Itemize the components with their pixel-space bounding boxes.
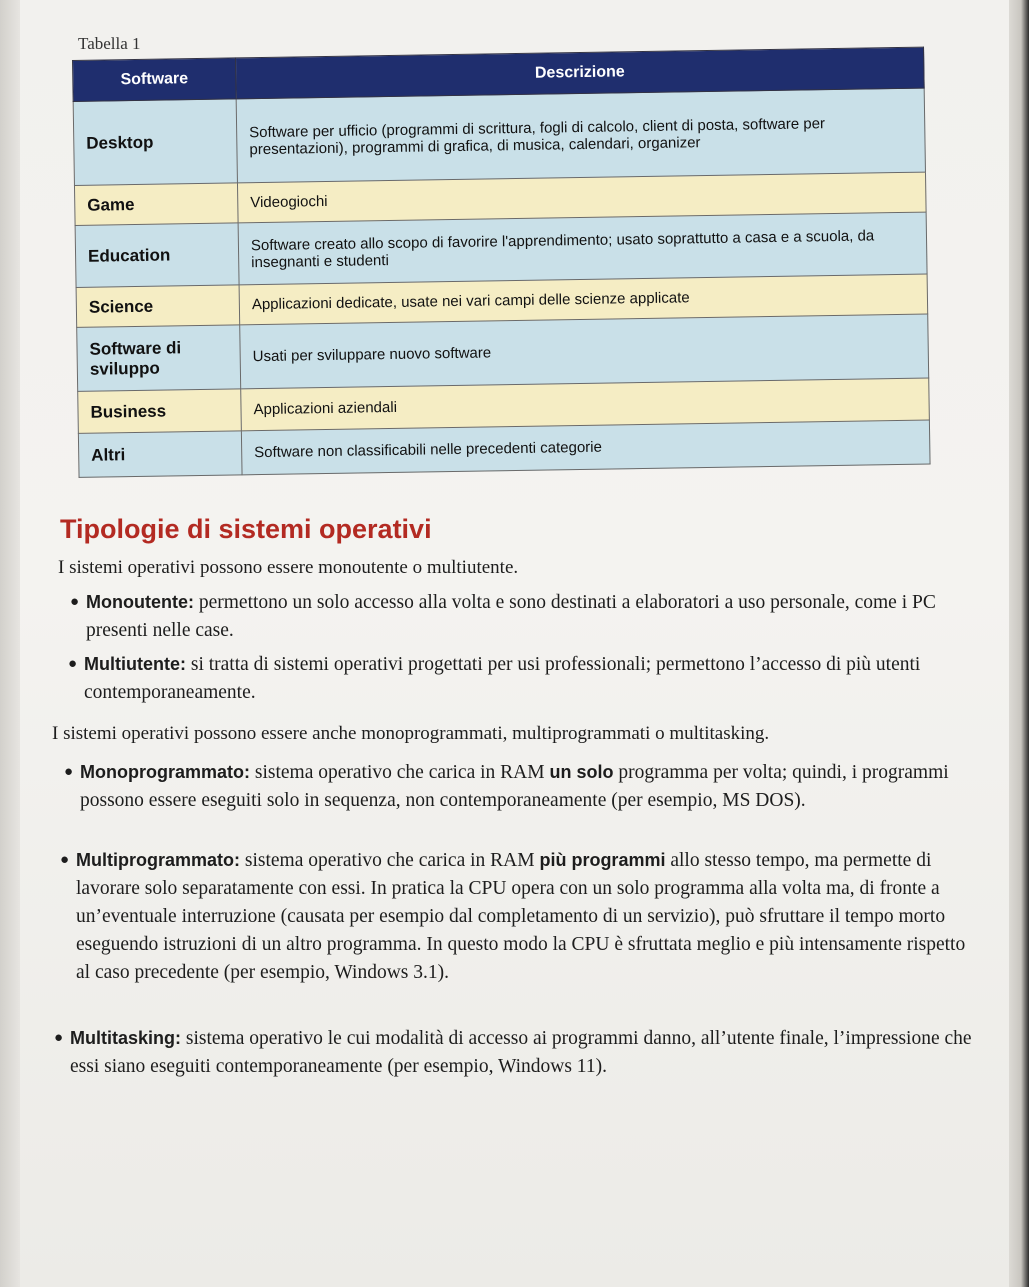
bullet-multiutente: [68, 650, 968, 707]
row-name: Desktop: [73, 99, 237, 186]
text-multiprogrammato-a: sistema operativo che carica in RAM: [240, 850, 540, 871]
row-name: Altri: [78, 431, 242, 478]
term-multiutente: Multiutente:: [84, 654, 186, 674]
row-description: Software non classificabili nelle precedenti categorie: [241, 420, 930, 475]
page-right-edge: [1009, 0, 1029, 1287]
bullet-dot-icon: ●: [60, 851, 70, 868]
text-multiutente: si tratta di sistemi operativi progettati per usi professionali; permettono l’accesso di più utenti contemporaneamente.: [84, 654, 921, 703]
software-table: [72, 47, 931, 478]
term-monoprogrammato: Monoprogrammato:: [80, 762, 250, 782]
text-monoprogrammato-b: programma per volta; quindi, i programmi possono essere eseguiti solo in sequenza, non contemporaneamente (per esempio, MS DOS).: [80, 762, 949, 811]
header-descrizione: Descrizione: [236, 47, 925, 99]
emph-piu-programmi: più programmi: [539, 850, 666, 870]
section-title: Tipologie di sistemi operativi: [60, 514, 432, 544]
bullet-monoutente: [70, 588, 966, 645]
intro-users: I sistemi operativi possono essere monoutente o multiutente.: [58, 557, 519, 578]
row-description: Usati per sviluppare nuovo software: [240, 314, 929, 389]
table-caption: Tabella 1: [78, 34, 141, 53]
bullet-dot-icon: ●: [70, 593, 80, 610]
text-multiprogrammato-b: allo stesso tempo, ma permette di lavorare solo separatamente con essi. In pratica la CPU opera con un solo programma alla volta ma, di fronte a un’eventuale interruzione (causata per esempio dal completamento di un servizio), può sfruttare il tempo morto eseguendo istruzioni di un altro programma. In questo modo la CPU è sfruttata meglio e più intensamente rispetto al caso precedente (per esempio, Windows 3.1).: [76, 850, 966, 983]
bullet-dot-icon: ●: [64, 763, 74, 780]
text-monoutente: permettono un solo accesso alla volta e sono destinati a elaboratori a uso personale, come i PC presenti nelle case.: [86, 592, 936, 641]
term-multiprogrammato: Multiprogrammato:: [76, 850, 240, 870]
bullet-dot-icon: ●: [54, 1029, 64, 1046]
table-row: [73, 88, 925, 185]
term-multitasking: Multitasking:: [70, 1028, 181, 1048]
row-name: Software di sviluppo: [77, 325, 241, 392]
bullet-multiprogrammato: [60, 846, 976, 987]
row-name: Business: [78, 389, 242, 434]
text-multitasking: sistema operativo le cui modalità di accesso ai programmi danno, all’utente finale, l’impressione che essi siano eseguiti contemporaneamente (per esempio, Windows 11).: [70, 1028, 972, 1077]
header-software: Software: [73, 58, 237, 102]
row-description: Software per ufficio (programmi di scrittura, fogli di calcolo, client di posta, software per presentazioni), programmi di grafica, di musica, calendari, organizer: [236, 88, 925, 183]
term-monoutente: Monoutente:: [86, 592, 194, 612]
row-description: Videogiochi: [237, 172, 926, 223]
book-page: [20, 0, 1010, 1287]
row-name: Science: [76, 285, 240, 328]
row-name: Game: [74, 183, 238, 226]
emph-un-solo: un solo: [549, 762, 614, 782]
page-left-edge: [0, 0, 20, 1287]
row-name: Education: [75, 223, 239, 288]
row-description: Software creato allo scopo di favorire l'apprendimento; usato soprattutto a casa e a scuola, da insegnanti e studenti: [238, 212, 927, 285]
bullet-multitasking: [54, 1024, 980, 1081]
bullet-dot-icon: ●: [68, 655, 78, 672]
text-monoprogrammato-a: sistema operativo che carica in RAM: [250, 762, 550, 783]
row-description: Applicazioni dedicate, usate nei vari campi delle scienze applicate: [239, 274, 928, 325]
bullet-monoprogrammato: [64, 758, 970, 815]
intro-programming: I sistemi operativi possono essere anche monoprogrammati, multiprogrammati o multitasking.: [52, 723, 770, 744]
row-description: Applicazioni aziendali: [241, 378, 930, 431]
